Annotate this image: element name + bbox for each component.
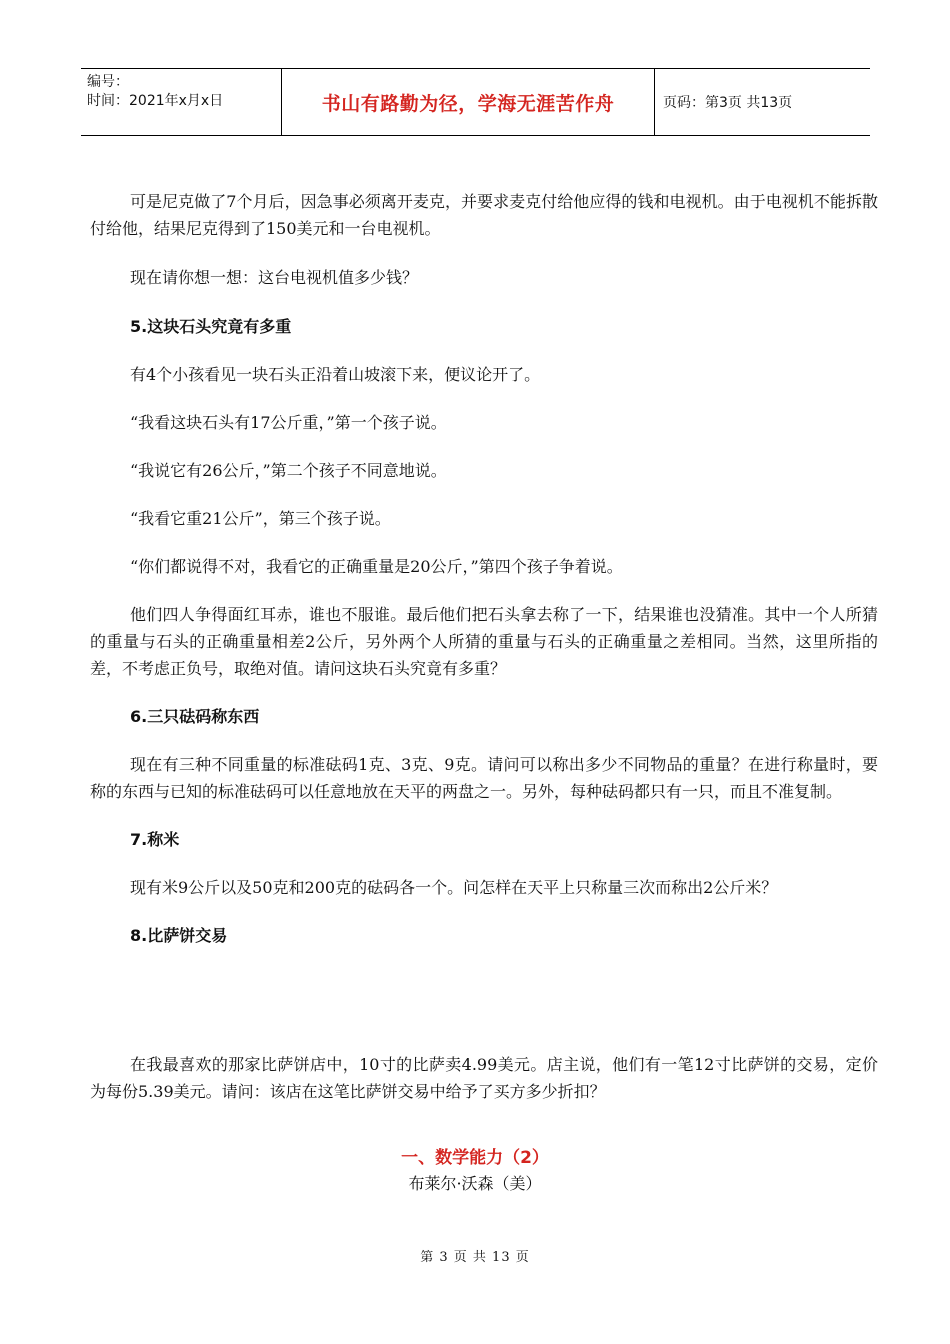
chapter-title: 一、数学能力（2） bbox=[401, 1148, 549, 1168]
header-meta-cell bbox=[81, 69, 282, 135]
paragraph: 可是尼克做了7个月后，因急事必须离开麦克，并要求麦克付给他应得的钱和电视机。由于电视机不能拆散付给他，结果尼克得到了150美元和一台电视机。 bbox=[90, 192, 878, 238]
paragraph: “我说它有26公斤，”第二个孩子不同意地说。 bbox=[130, 461, 447, 480]
header-table bbox=[81, 68, 870, 136]
header-page-info: 页码：第3页 共13页 bbox=[663, 95, 793, 111]
paragraph: “我看它重21公斤”，第三个孩子说。 bbox=[130, 509, 391, 528]
document-date: 时间：2021年x月x日 bbox=[87, 93, 224, 109]
paragraph: 他们四人争得面红耳赤，谁也不服谁。最后他们把石头拿去称了一下，结果谁也没猜准。其中一个人所猜的重量与石头的正确重量相差2公斤，另外两个人所猜的重量与石头的正确重量之差相同。当然，这里所指的差，不考虑正负号，取绝对值。请问这块石头究竟有多重？ bbox=[90, 605, 878, 678]
section-heading-8: 8.比萨饼交易 bbox=[130, 926, 228, 945]
paragraph: 现在请你想一想：这台电视机值多少钱？ bbox=[130, 268, 419, 287]
document-number: 编号： bbox=[87, 74, 129, 90]
page-footer: 第 3 页 共 13 页 bbox=[420, 1250, 530, 1265]
paragraph: 在我最喜欢的那家比萨饼店中，10寸的比萨卖4.99美元。店主说，他们有一笔12寸比萨饼的交易，定价为每份5.39美元。请问：该店在这笔比萨饼交易中给予了买方多少折扣？ bbox=[90, 1055, 878, 1101]
header-motto: 书山有路勤为径，学海无涯苦作舟 bbox=[282, 69, 655, 135]
paragraph: 现有米9公斤以及50克和200克的砝码各一个。问怎样在天平上只称量三次而称出2公斤米？ bbox=[130, 878, 778, 897]
paragraph: “我看这块石头有17公斤重，”第一个孩子说。 bbox=[130, 413, 447, 432]
document-body bbox=[90, 188, 878, 1105]
author-line: 布莱尔·沃森（美） bbox=[408, 1174, 542, 1193]
section-heading-5: 5.这块石头究竟有多重 bbox=[130, 317, 292, 336]
paragraph: 现在有三种不同重量的标准砝码1克、3克、9克。请问可以称出多少不同物品的重量？在进行称量时，要称的东西与已知的标准砝码可以任意地放在天平的两盘之一。另外，每种砝码都只有一只，而且不准复制。 bbox=[90, 755, 878, 801]
paragraph: 有4个小孩看见一块石头正沿着山坡滚下来，便议论开了。 bbox=[130, 365, 541, 384]
section-heading-7: 7.称米 bbox=[130, 830, 180, 849]
paragraph: “你们都说得不对，我看它的正确重量是20公斤，”第四个孩子争着说。 bbox=[130, 557, 623, 576]
section-heading-6: 6.三只砝码称东西 bbox=[130, 707, 260, 726]
